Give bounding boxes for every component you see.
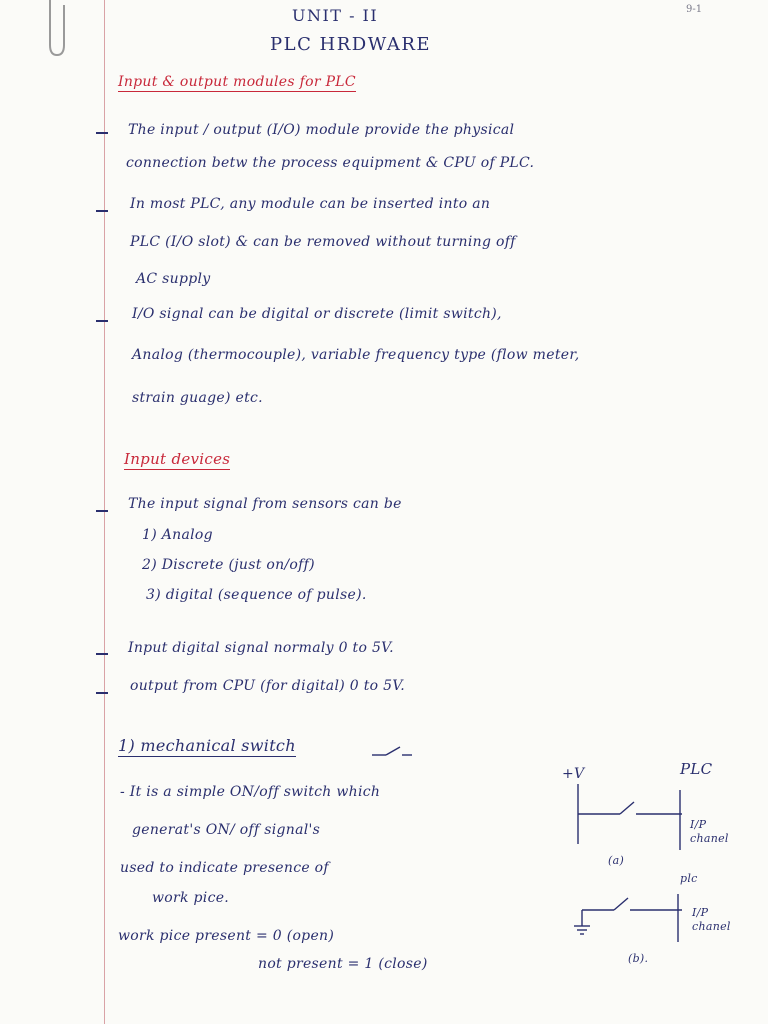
bullet-dash: [96, 692, 108, 694]
switch-line-2: generat's ON/ off signal's: [132, 822, 321, 838]
bullet-dash: [96, 510, 108, 512]
switch-line-1: - It is a simple ON/off switch which: [120, 784, 381, 800]
caption-a: (a): [608, 854, 625, 867]
supply-label: +V: [562, 766, 585, 782]
input-line-4: 3) digital (sequence of pulse).: [146, 587, 367, 603]
bullet-dash: [96, 320, 108, 322]
io-line-2: connection betw the process equipment & CPU of PLC.: [126, 155, 535, 171]
switch-diagram-a: [570, 784, 690, 854]
io-line-4: PLC (I/O slot) & can be removed without turning off: [130, 234, 516, 250]
bullet-dash: [96, 210, 108, 212]
input-line-1: The input signal from sensors can be: [128, 496, 402, 512]
page-number: 9-1: [686, 4, 703, 15]
bullet-dash: [96, 653, 108, 655]
io-line-3: In most PLC, any module can be inserted into an: [130, 196, 491, 212]
mechanical-switch-heading: 1) mechanical switch: [118, 736, 296, 755]
io-line-6: I/O signal can be digital or discrete (limit switch),: [132, 306, 502, 322]
paper-clip-icon: [40, 0, 70, 60]
io-line-1: The input / output (I/O) module provide the physical: [128, 122, 515, 138]
plc-label-b: plc: [680, 872, 698, 885]
io-section-heading: Input & output modules for PLC: [118, 74, 356, 90]
switch-symbol-icon: [372, 744, 412, 758]
io-line-5: AC supply: [136, 271, 211, 287]
caption-b: (b).: [628, 952, 649, 965]
io-line-7: Analog (thermocouple), variable frequency type (flow meter,: [132, 347, 580, 363]
input-devices-heading: Input devices: [124, 450, 231, 468]
io-line-8: strain guage) etc.: [132, 390, 263, 406]
switch-line-4: work pice.: [152, 890, 230, 906]
margin-line: [104, 0, 105, 1024]
switch-line-6: not present = 1 (close): [258, 956, 428, 972]
page-title: PLC HRDWARE: [270, 34, 432, 55]
switch-diagram-b: [570, 890, 690, 950]
input-line-2: 1) Analog: [142, 527, 213, 543]
input-line-3: 2) Discrete (just on/off): [142, 557, 315, 573]
switch-line-3: used to indicate presence of: [120, 860, 329, 876]
channel-label-a: I/P chanel: [690, 818, 729, 845]
unit-heading: UNIT - II: [292, 6, 379, 25]
bullet-dash: [96, 132, 108, 134]
input-line-6: output from CPU (for digital) 0 to 5V.: [130, 678, 406, 694]
channel-label-b: I/P chanel: [692, 906, 731, 933]
input-line-5: Input digital signal normaly 0 to 5V.: [128, 640, 394, 656]
switch-line-5: work pice present = 0 (open): [118, 928, 335, 944]
plc-label-a: PLC: [680, 760, 713, 778]
